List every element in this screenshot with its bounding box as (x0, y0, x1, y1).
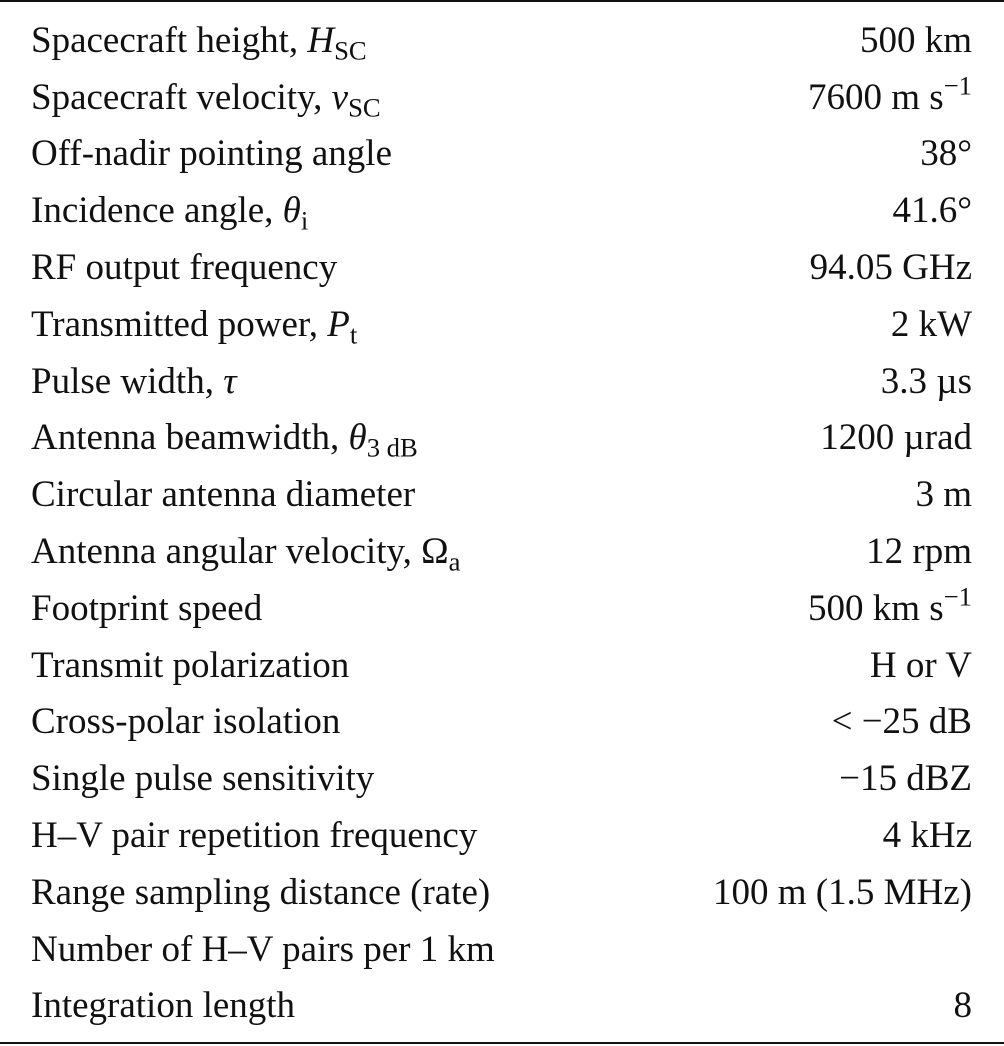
param-value (640, 580, 1004, 637)
value-text: 500 km (859, 19, 972, 61)
param-label (0, 182, 640, 239)
param-value (640, 296, 1004, 353)
value-text: 41.6° (892, 190, 972, 232)
label-text: Spacecraft height, (31, 19, 308, 61)
value-text: 7600 m s (807, 76, 944, 118)
table-row (0, 239, 1004, 296)
table-row (0, 69, 1004, 126)
value-text: 94.05 GHz (809, 247, 972, 289)
table-row (0, 750, 1004, 807)
table-row (0, 12, 1004, 69)
value-text: 3.3 µs (880, 360, 972, 402)
label-symbol: Ω (421, 531, 449, 573)
table-row (0, 637, 1004, 694)
value-text: 4 kHz (882, 815, 972, 857)
table-row (0, 864, 1004, 921)
param-label (0, 978, 640, 1035)
table-row (0, 807, 1004, 864)
label-text: Transmitted power, (31, 303, 328, 345)
label-text: Integration length (31, 985, 296, 1027)
value-superscript: −1 (943, 70, 972, 101)
param-value (640, 12, 1004, 69)
param-label (0, 466, 640, 523)
label-text: Incidence angle, (31, 190, 283, 232)
table-row (0, 353, 1004, 410)
param-value (640, 126, 1004, 183)
param-label (0, 410, 640, 467)
label-text: Transmit polarization (31, 644, 350, 686)
table-top-rule (0, 0, 1004, 2)
param-label (0, 580, 640, 637)
label-subscript: SC (334, 35, 367, 66)
param-value (640, 978, 1004, 1035)
table-row (0, 182, 1004, 239)
param-value (640, 353, 1004, 410)
table-row (0, 523, 1004, 580)
label-text: Antenna beamwidth, (31, 417, 349, 459)
value-superscript: −1 (943, 581, 972, 612)
parameter-table (0, 12, 1004, 1034)
value-text: 12 rpm (866, 531, 972, 573)
param-value (640, 637, 1004, 694)
label-subscript: 3 dB (366, 432, 418, 463)
label-symbol: τ (223, 360, 237, 402)
param-value (640, 807, 1004, 864)
table-row (0, 580, 1004, 637)
value-text: 8 (953, 985, 972, 1027)
param-label (0, 239, 640, 296)
param-value (640, 239, 1004, 296)
label-subscript: a (448, 546, 461, 577)
label-symbol: θ (348, 417, 367, 459)
param-label (0, 864, 640, 921)
value-text: 1200 µrad (820, 417, 972, 459)
value-text: 38° (920, 133, 972, 175)
param-label (0, 694, 640, 751)
table-row (0, 410, 1004, 467)
label-text: RF output frequency (31, 247, 338, 289)
label-subscript: i (300, 205, 309, 236)
table-row (0, 694, 1004, 751)
param-label (0, 126, 640, 183)
label-text: Antenna angular velocity, (31, 531, 422, 573)
param-label (0, 353, 640, 410)
param-label (0, 921, 640, 978)
value-text: 500 km s (807, 587, 944, 629)
param-label (0, 12, 640, 69)
table-row (0, 296, 1004, 353)
value-text: 100 m (1.5 MHz) (713, 871, 972, 913)
label-subscript: SC (348, 92, 381, 123)
label-text: Cross-polar isolation (31, 701, 341, 743)
param-label (0, 807, 640, 864)
param-value (640, 750, 1004, 807)
value-text: 2 kW (890, 303, 972, 345)
param-value (640, 69, 1004, 126)
param-label (0, 296, 640, 353)
label-text: Single pulse sensitivity (31, 758, 375, 800)
value-text: H or V (869, 644, 972, 686)
param-label (0, 750, 640, 807)
param-label (0, 69, 640, 126)
param-label (0, 523, 640, 580)
param-value (640, 864, 1004, 921)
label-symbol: P (327, 303, 350, 345)
label-subscript: t (349, 319, 358, 350)
table-row (0, 466, 1004, 523)
label-text: Circular antenna diameter (31, 474, 416, 516)
label-text: Pulse width, (31, 360, 224, 402)
label-text: Footprint speed (31, 587, 263, 629)
table-row (0, 978, 1004, 1035)
label-text: Range sampling distance (rate) (31, 871, 491, 913)
param-value (640, 410, 1004, 467)
table-row (0, 126, 1004, 183)
param-value (640, 182, 1004, 239)
label-text: Number of H–V pairs per 1 km (31, 928, 495, 970)
table-bottom-rule (0, 1042, 1004, 1044)
param-value (640, 523, 1004, 580)
param-value (640, 694, 1004, 751)
value-text: < −25 dB (831, 701, 972, 743)
label-symbol: v (331, 76, 349, 118)
param-value (640, 466, 1004, 523)
label-text: H–V pair repetition frequency (31, 815, 478, 857)
table-row (0, 921, 1004, 978)
param-label (0, 637, 640, 694)
label-symbol: θ (282, 190, 301, 232)
label-symbol: H (307, 19, 335, 61)
param-value (640, 921, 1004, 978)
label-text: Spacecraft velocity, (31, 76, 332, 118)
value-text: 3 m (915, 474, 972, 516)
value-text: −15 dBZ (839, 758, 972, 800)
label-text: Off-nadir pointing angle (31, 133, 393, 175)
